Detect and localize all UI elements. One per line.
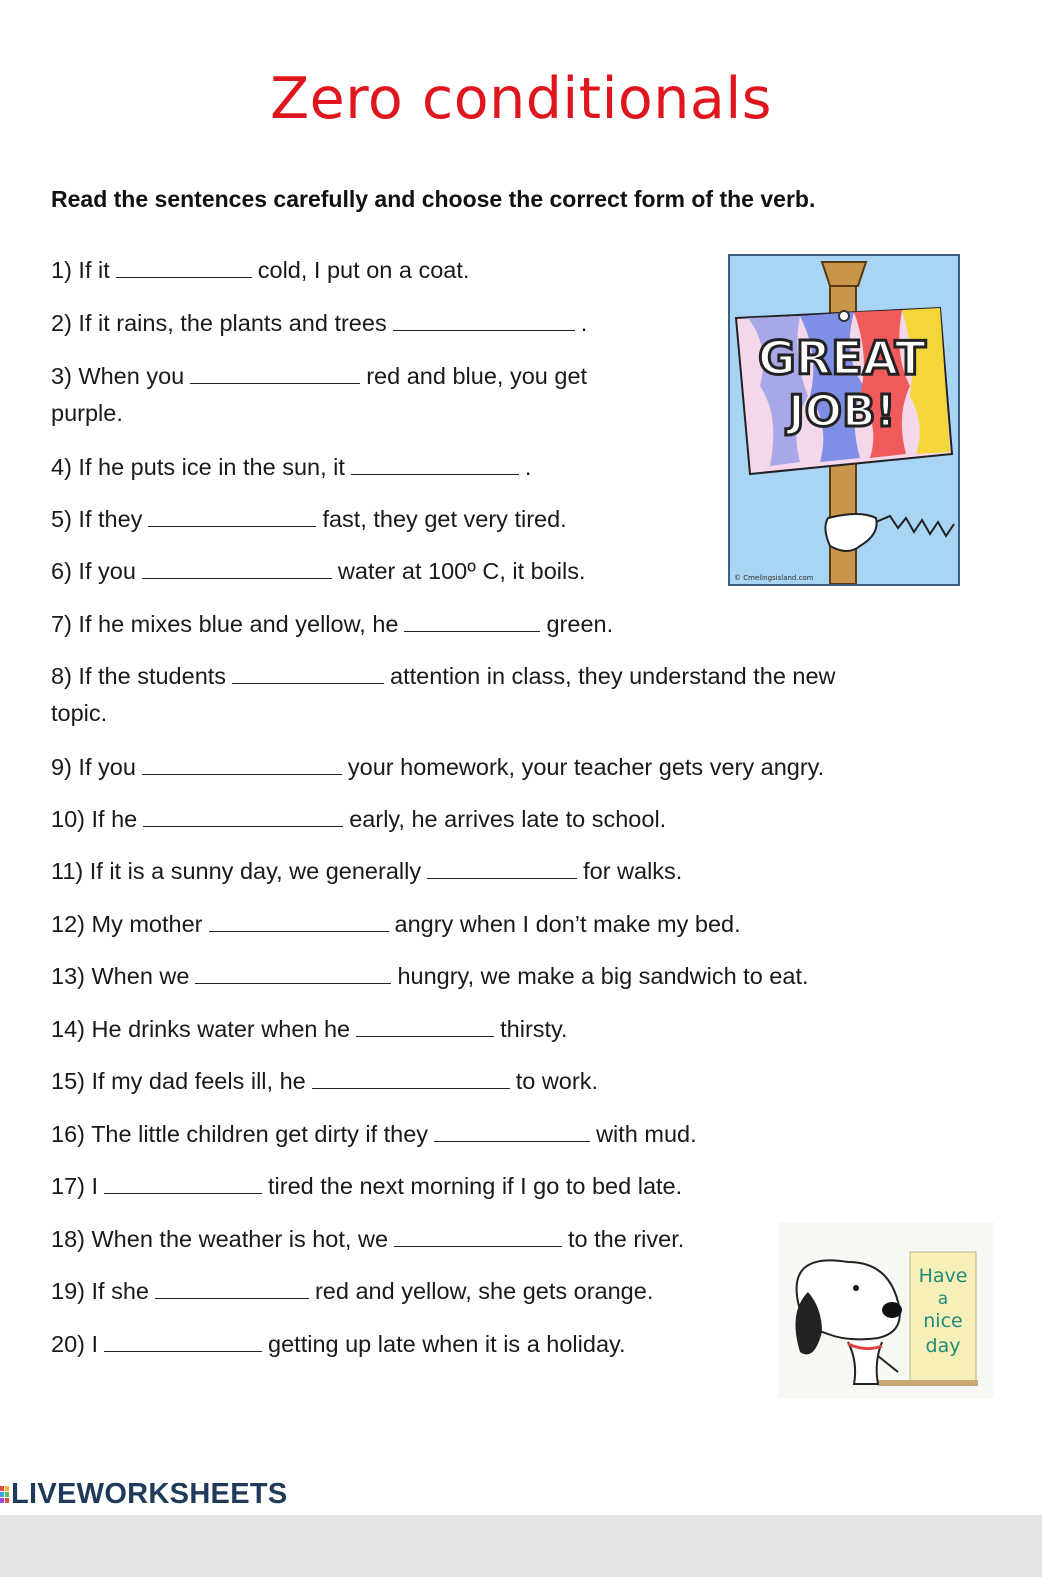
question-20 bbox=[51, 1330, 626, 1358]
answer-blank[interactable] bbox=[351, 454, 519, 475]
question-text-before: 9) If you bbox=[51, 754, 136, 780]
question-12 bbox=[51, 910, 741, 938]
question-text-continued: purple. bbox=[51, 400, 123, 426]
question-text-after: . bbox=[580, 310, 588, 336]
question-text-before: 8) If the students bbox=[51, 663, 227, 689]
question-15 bbox=[51, 1067, 598, 1095]
brand-name: LIVEWORKSHEETS bbox=[11, 1478, 288, 1510]
answer-blank[interactable] bbox=[142, 754, 342, 775]
question-18 bbox=[51, 1225, 684, 1253]
answer-blank[interactable] bbox=[148, 506, 316, 527]
question-text-after: hungry, we make a big sandwich to eat. bbox=[397, 963, 809, 989]
question-text-after: for walks. bbox=[583, 858, 683, 884]
question-text-after: attention in class, they understand the new bbox=[390, 663, 836, 689]
question-text-after: your homework, your teacher gets very angry. bbox=[347, 754, 825, 780]
question-text-before: 15) If my dad feels ill, he bbox=[51, 1068, 306, 1094]
poster-credit: © Cmelingsisland.com bbox=[734, 574, 814, 582]
answer-blank[interactable] bbox=[116, 257, 252, 278]
question-5 bbox=[51, 505, 567, 533]
question-16 bbox=[51, 1120, 697, 1148]
question-text-after: red and yellow, she gets orange. bbox=[314, 1278, 654, 1304]
question-4 bbox=[51, 453, 531, 481]
question-text-before: 7) If he mixes blue and yellow, he bbox=[51, 611, 399, 637]
answer-blank[interactable] bbox=[393, 310, 575, 331]
brand-logo[interactable] bbox=[0, 1478, 288, 1511]
question-text-after: with mud. bbox=[596, 1121, 697, 1147]
question-text-after: fast, they get very tired. bbox=[322, 506, 567, 532]
question-text-before: 14) He drinks water when he bbox=[51, 1016, 351, 1042]
question-text-after: getting up late when it is a holiday. bbox=[268, 1331, 626, 1357]
question-8 bbox=[51, 662, 836, 726]
question-17 bbox=[51, 1172, 682, 1200]
question-text-before: 6) If you bbox=[51, 558, 136, 584]
snoopy-sign-nice: nice bbox=[923, 1310, 963, 1332]
question-11 bbox=[51, 857, 682, 885]
question-text-after: early, he arrives late to school. bbox=[349, 806, 667, 832]
great-job-poster bbox=[728, 254, 960, 586]
question-text-continued: topic. bbox=[51, 700, 108, 726]
snoopy-sign-day: day bbox=[925, 1335, 961, 1357]
answer-blank[interactable] bbox=[143, 806, 343, 827]
question-text-before: 10) If he bbox=[51, 806, 138, 832]
question-text-before: 5) If they bbox=[51, 506, 143, 532]
question-text-before: 12) My mother bbox=[51, 911, 203, 937]
question-2 bbox=[51, 309, 587, 337]
answer-blank[interactable] bbox=[104, 1331, 262, 1352]
instructions: Read the sentences carefully and choose the correct form of the verb. bbox=[51, 186, 816, 212]
question-6 bbox=[51, 557, 586, 585]
answer-blank[interactable] bbox=[104, 1173, 262, 1194]
liveworksheets-icon bbox=[0, 1486, 9, 1503]
snoopy-sign-a: a bbox=[937, 1289, 949, 1309]
question-text-before: 2) If it rains, the plants and trees bbox=[51, 310, 387, 336]
question-9 bbox=[51, 753, 824, 781]
question-text-after: . bbox=[524, 454, 532, 480]
question-1 bbox=[51, 256, 469, 284]
answer-blank[interactable] bbox=[209, 911, 389, 932]
question-text-after: to work. bbox=[515, 1068, 598, 1094]
answer-blank[interactable] bbox=[404, 611, 540, 632]
answer-blank[interactable] bbox=[427, 858, 577, 879]
question-text-after: thirsty. bbox=[500, 1016, 568, 1042]
question-7 bbox=[51, 610, 613, 638]
answer-blank[interactable] bbox=[434, 1121, 590, 1142]
question-text-after: to the river. bbox=[568, 1226, 685, 1252]
question-text-before: 1) If it bbox=[51, 257, 110, 283]
question-text-before: 17) I bbox=[51, 1173, 99, 1199]
question-text-after: water at 100º C, it boils. bbox=[337, 558, 586, 584]
answer-blank[interactable] bbox=[190, 363, 360, 384]
question-text-before: 13) When we bbox=[51, 963, 190, 989]
question-text-before: 20) I bbox=[51, 1331, 99, 1357]
question-14 bbox=[51, 1015, 568, 1043]
question-text-after: angry when I don’t make my bed. bbox=[394, 911, 741, 937]
question-text-after: red and blue, you get bbox=[366, 363, 588, 389]
answer-blank[interactable] bbox=[394, 1226, 562, 1247]
question-text-after: tired the next morning if I go to bed late. bbox=[268, 1173, 683, 1199]
question-text-before: 11) If it is a sunny day, we generally bbox=[51, 858, 422, 884]
question-text-before: 3) When you bbox=[51, 363, 185, 389]
answer-blank[interactable] bbox=[232, 663, 384, 684]
snoopy-illustration bbox=[778, 1222, 994, 1398]
answer-blank[interactable] bbox=[155, 1278, 309, 1299]
question-19 bbox=[51, 1277, 653, 1305]
poster-text-job: JOB! bbox=[788, 386, 896, 437]
question-text-after: green. bbox=[546, 611, 614, 637]
footer-band bbox=[0, 1515, 1042, 1577]
snoopy-sign-have: Have bbox=[918, 1265, 968, 1287]
question-text-after: cold, I put on a coat. bbox=[257, 257, 470, 283]
answer-blank[interactable] bbox=[195, 963, 391, 984]
page-title: Zero conditionals bbox=[270, 66, 772, 132]
question-3 bbox=[51, 362, 588, 426]
question-10 bbox=[51, 805, 666, 833]
answer-blank[interactable] bbox=[356, 1016, 494, 1037]
poster-text-great: GREAT bbox=[757, 331, 927, 385]
question-text-before: 4) If he puts ice in the sun, it bbox=[51, 454, 345, 480]
answer-blank[interactable] bbox=[142, 558, 332, 579]
question-text-before: 18) When the weather is hot, we bbox=[51, 1226, 389, 1252]
question-text-before: 19) If she bbox=[51, 1278, 149, 1304]
question-text-before: 16) The little children get dirty if they bbox=[51, 1121, 429, 1147]
answer-blank[interactable] bbox=[312, 1068, 510, 1089]
question-13 bbox=[51, 962, 809, 990]
